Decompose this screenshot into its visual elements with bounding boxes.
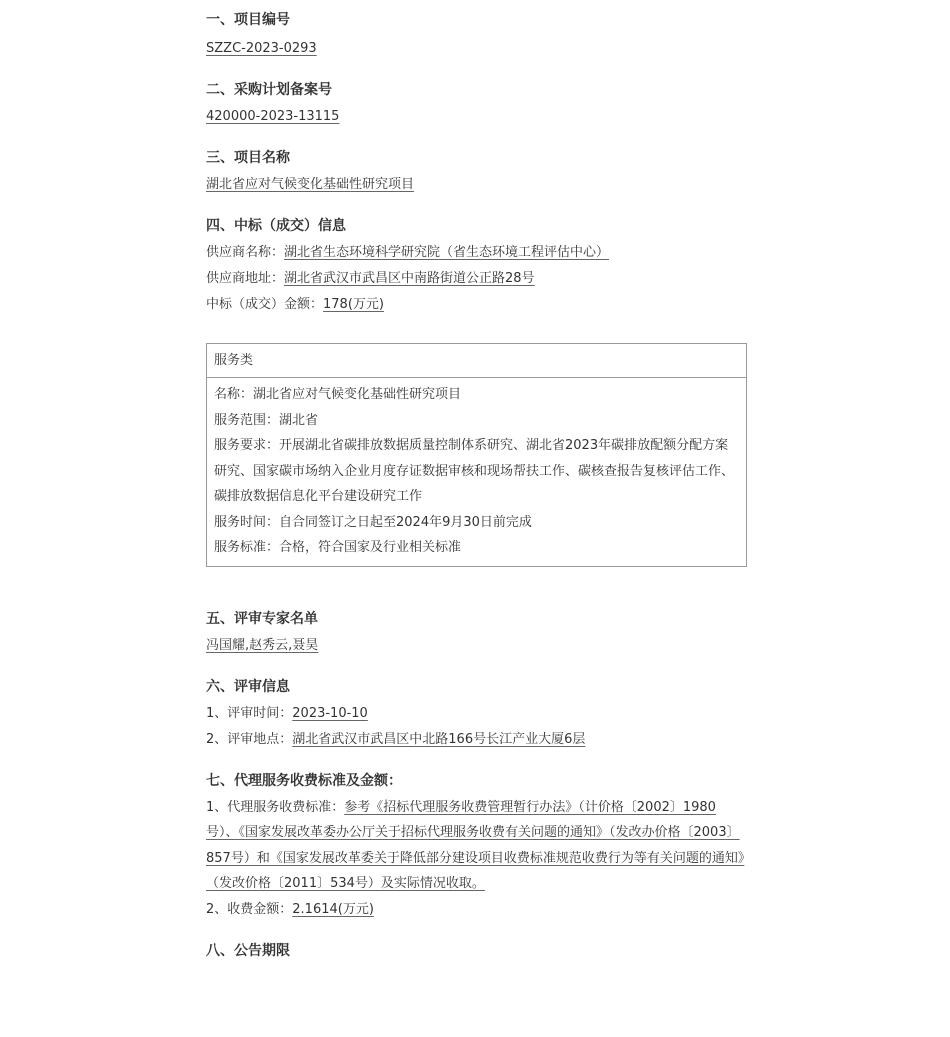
service-table — [206, 343, 747, 567]
section-title: 四、中标（成交）信息 — [206, 218, 346, 234]
service-standard: 服务标准：合格，符合国家及行业相关标准 — [214, 540, 462, 555]
supplier-name-value: 湖北省生态环境科学研究院（省生态环境工程评估中心） — [284, 245, 610, 260]
section-plan-record-number — [206, 80, 747, 130]
service-name: 名称：湖北省应对气候变化基础性研究项目 — [214, 387, 462, 402]
bid-amount-value: 178(万元) — [323, 297, 384, 312]
section-agency-fee — [206, 771, 747, 923]
fee-standard-label: 1、代理服务收费标准： — [206, 799, 345, 815]
section-review-info — [206, 677, 747, 753]
supplier-address-label: 供应商地址： — [206, 271, 285, 286]
review-place-value: 湖北省武汉市武昌区中北路166号长江产业大厦6层 — [292, 731, 586, 747]
section-title: 七、代理服务收费标准及金额： — [206, 772, 402, 789]
section-title: 六、评审信息 — [206, 678, 290, 695]
review-time-label: 1、评审时间： — [206, 705, 293, 721]
section-project-number — [206, 10, 747, 62]
section-project-name — [206, 148, 747, 198]
fee-amount-value: 2.1614(万元) — [292, 901, 374, 917]
expert-list-value: 冯国耀,赵秀云,聂昊 — [206, 637, 319, 653]
section-title: 五、评审专家名单 — [206, 610, 318, 627]
service-requirement: 服务要求：开展湖北省碳排放数据质量控制体系研究、湖北省2023年碳排放配额分配方案研究、国家碳市场纳入企业月度存证数据审核和现场帮扶工作、碳核查报告复核评估工作、碳排放数据信息化平台建设研究工作 — [214, 438, 735, 504]
section-notice-period — [206, 941, 747, 961]
plan-record-number-value: 420000-2023-13115 — [206, 109, 340, 124]
project-number-value: SZZC-2023-0293 — [206, 41, 317, 56]
project-name-value: 湖北省应对气候变化基础性研究项目 — [206, 177, 415, 192]
supplier-address-value: 湖北省武汉市武昌区中南路街道公正路28号 — [284, 271, 535, 286]
review-time-value: 2023-10-10 — [292, 705, 368, 721]
section-title: 八、公告期限 — [206, 942, 290, 959]
section-expert-list — [206, 609, 747, 659]
service-details — [207, 378, 746, 566]
fee-amount-label: 2、收费金额： — [206, 901, 293, 917]
section-winning-bid-info — [206, 216, 747, 567]
supplier-name-label: 供应商名称： — [206, 245, 285, 260]
service-category: 服务类 — [207, 344, 746, 378]
section-title: 一、项目编号 — [206, 12, 290, 28]
review-place-label: 2、评审地点： — [206, 731, 293, 747]
announcement-content — [206, 0, 747, 961]
service-time: 服务时间：自合同签订之日起至2024年9月30日前完成 — [214, 514, 532, 530]
bid-amount-label: 中标（成交）金额： — [206, 297, 324, 312]
section-title: 三、项目名称 — [206, 150, 290, 166]
fee-standard-value: 参考《招标代理服务收费管理暂行办法》（计价格〔2002〕1980号）、《国家发展改革委办公厅关于招标代理服务收费有关问题的通知》（发改办价格〔2003〕857号）和《国家发展改革委关于降低部分建设项目收费标准规范收费行为等有关问题的通知》（发改价格〔2011〕534号）及实际情况收取。 — [206, 799, 745, 892]
section-title: 二、采购计划备案号 — [206, 82, 332, 98]
service-scope: 服务范围：湖北省 — [214, 412, 319, 428]
